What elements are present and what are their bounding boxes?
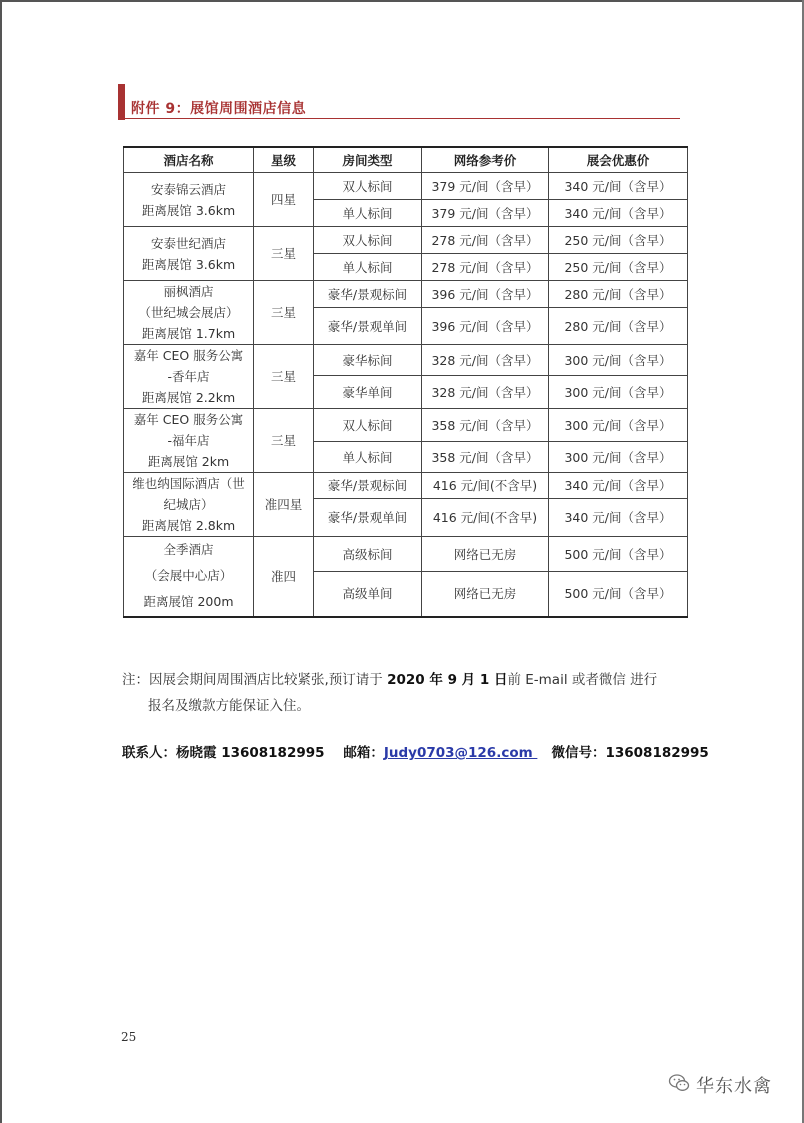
table-row [124, 173, 688, 200]
note-deadline: 2020 年 9 月 1 日 [387, 672, 508, 688]
contact-person-label: 联系人： [122, 745, 176, 761]
expo-price-cell: 250 元/间（含早） [549, 254, 688, 281]
hotel-name: 嘉年 CEO 服务公寓 [133, 412, 244, 427]
room-type-cell: 豪华/景观单间 [314, 308, 422, 345]
hotel-name: 安泰锦云酒店 [150, 181, 226, 197]
table-row [124, 409, 688, 442]
web-price-cell: 328 元/间（含早） [422, 376, 549, 409]
room-type-cell: 豪华/景观标间 [314, 473, 422, 499]
contact-wechat-label: 微信号： [551, 745, 606, 761]
web-price-cell: 396 元/间（含早） [422, 308, 549, 345]
table-row [124, 281, 688, 308]
header-web-price: 网络参考价 [422, 147, 549, 173]
watermark-text: 华东水禽 [696, 1076, 772, 1097]
hotel-name-cell [124, 173, 254, 227]
star-cell: 三星 [254, 281, 314, 345]
room-type-cell: 豪华单间 [314, 376, 422, 409]
header-star: 星级 [254, 147, 314, 173]
hotel-name-cell [124, 345, 254, 409]
expo-price-cell: 250 元/间（含早） [549, 227, 688, 254]
note-suffix: 前 E-mail 或者微信 进行 [507, 672, 658, 688]
table-row [124, 537, 688, 572]
expo-price-cell: 340 元/间（含早） [549, 173, 688, 200]
hotel-branch: 纪城店） [163, 497, 214, 512]
hotel-branch: （会展中心店） [144, 568, 233, 584]
expo-price-cell: 280 元/间（含早） [549, 281, 688, 308]
room-type-cell: 单人标间 [314, 442, 422, 473]
contact-wechat: 13608182995 [605, 745, 709, 761]
hotel-branch: -香年店 [167, 369, 210, 384]
watermark [668, 1072, 772, 1098]
room-type-cell: 高级标间 [314, 537, 422, 572]
web-price-cell: 278 元/间（含早） [422, 254, 549, 281]
room-type-cell: 单人标间 [314, 200, 422, 227]
wechat-icon [668, 1073, 690, 1097]
table-row [124, 227, 688, 254]
expo-price-cell: 500 元/间（含早） [549, 537, 688, 572]
table-row [124, 345, 688, 376]
hotel-distance: 距离展馆 2km [147, 454, 230, 469]
hotel-table [123, 146, 688, 618]
hotel-distance: 距离展馆 200m [143, 594, 234, 610]
star-cell: 准四星 [254, 473, 314, 537]
expo-price-cell: 300 元/间（含早） [549, 345, 688, 376]
contact-person: 杨晓霞 13608182995 [176, 745, 325, 761]
hotel-name-cell [124, 473, 254, 537]
hotel-name: 维也纳国际酒店（世 [132, 476, 245, 491]
note-prefix: 注：因展会期间周围酒店比较紧张,预订请于 [122, 672, 388, 688]
expo-price-cell: 300 元/间（含早） [549, 376, 688, 409]
table-header-row [124, 147, 688, 173]
table-row [124, 473, 688, 499]
star-cell: 三星 [254, 345, 314, 409]
expo-price-cell: 500 元/间（含早） [549, 572, 688, 617]
room-type-cell: 高级单间 [314, 572, 422, 617]
web-price-cell: 358 元/间（含早） [422, 442, 549, 473]
header-room-type: 房间类型 [314, 147, 422, 173]
web-price-cell: 328 元/间（含早） [422, 345, 549, 376]
hotel-distance: 距离展馆 3.6km [141, 202, 236, 218]
star-cell: 三星 [254, 409, 314, 473]
web-price-cell: 379 元/间（含早） [422, 200, 549, 227]
header-hotel-name: 酒店名称 [124, 147, 254, 173]
hotel-branch: （世纪城会展店） [138, 305, 239, 320]
contact-email-label: 邮箱： [343, 745, 384, 761]
hotel-name-cell [124, 227, 254, 281]
page-border-top [0, 0, 804, 2]
hotel-distance: 距离展馆 2.8km [141, 518, 236, 533]
room-type-cell: 单人标间 [314, 254, 422, 281]
heading-accent-bar [118, 84, 125, 120]
room-type-cell: 双人标间 [314, 227, 422, 254]
hotel-name: 嘉年 CEO 服务公寓 [133, 348, 244, 363]
room-type-cell: 豪华/景观标间 [314, 281, 422, 308]
expo-price-cell: 280 元/间（含早） [549, 308, 688, 345]
web-price-cell: 416 元/间(不含早) [422, 473, 549, 499]
hotel-distance: 距离展馆 1.7km [141, 326, 236, 341]
header-expo-price: 展会优惠价 [549, 147, 688, 173]
room-type-cell: 豪华标间 [314, 345, 422, 376]
expo-price-cell: 340 元/间（含早） [549, 473, 688, 499]
room-type-cell: 双人标间 [314, 409, 422, 442]
hotel-name-cell [124, 537, 254, 617]
heading-underline [125, 118, 680, 119]
web-price-cell: 网络已无房 [422, 537, 549, 572]
star-cell: 四星 [254, 173, 314, 227]
hotel-name: 全季酒店 [163, 542, 214, 558]
expo-price-cell: 340 元/间（含早） [549, 200, 688, 227]
web-price-cell: 278 元/间（含早） [422, 227, 549, 254]
section-heading: 附件 9：展馆周围酒店信息 [131, 101, 307, 117]
hotel-branch: -福年店 [167, 433, 210, 448]
expo-price-cell: 300 元/间（含早） [549, 409, 688, 442]
hotel-name-cell [124, 409, 254, 473]
page-border-left [0, 0, 2, 1123]
web-price-cell: 396 元/间（含早） [422, 281, 549, 308]
star-cell: 准四 [254, 537, 314, 617]
booking-note [122, 667, 692, 719]
page-number: 25 [121, 1030, 137, 1044]
web-price-cell: 379 元/间（含早） [422, 173, 549, 200]
contact-line [122, 741, 709, 761]
room-type-cell: 双人标间 [314, 173, 422, 200]
expo-price-cell: 340 元/间（含早） [549, 499, 688, 537]
star-cell: 三星 [254, 227, 314, 281]
room-type-cell: 豪华/景观单间 [314, 499, 422, 537]
note-line-2: 报名及缴款方能保证入住。 [148, 698, 310, 714]
web-price-cell: 358 元/间（含早） [422, 409, 549, 442]
web-price-cell: 网络已无房 [422, 572, 549, 617]
hotel-name: 丽枫酒店 [163, 284, 214, 299]
contact-email-link[interactable]: Judy0703@126.com [383, 745, 538, 761]
hotel-name-cell [124, 281, 254, 345]
web-price-cell: 416 元/间(不含早) [422, 499, 549, 537]
hotel-distance: 距离展馆 3.6km [141, 256, 236, 272]
hotel-name: 安泰世纪酒店 [150, 235, 226, 251]
expo-price-cell: 300 元/间（含早） [549, 442, 688, 473]
hotel-distance: 距离展馆 2.2km [141, 390, 236, 405]
